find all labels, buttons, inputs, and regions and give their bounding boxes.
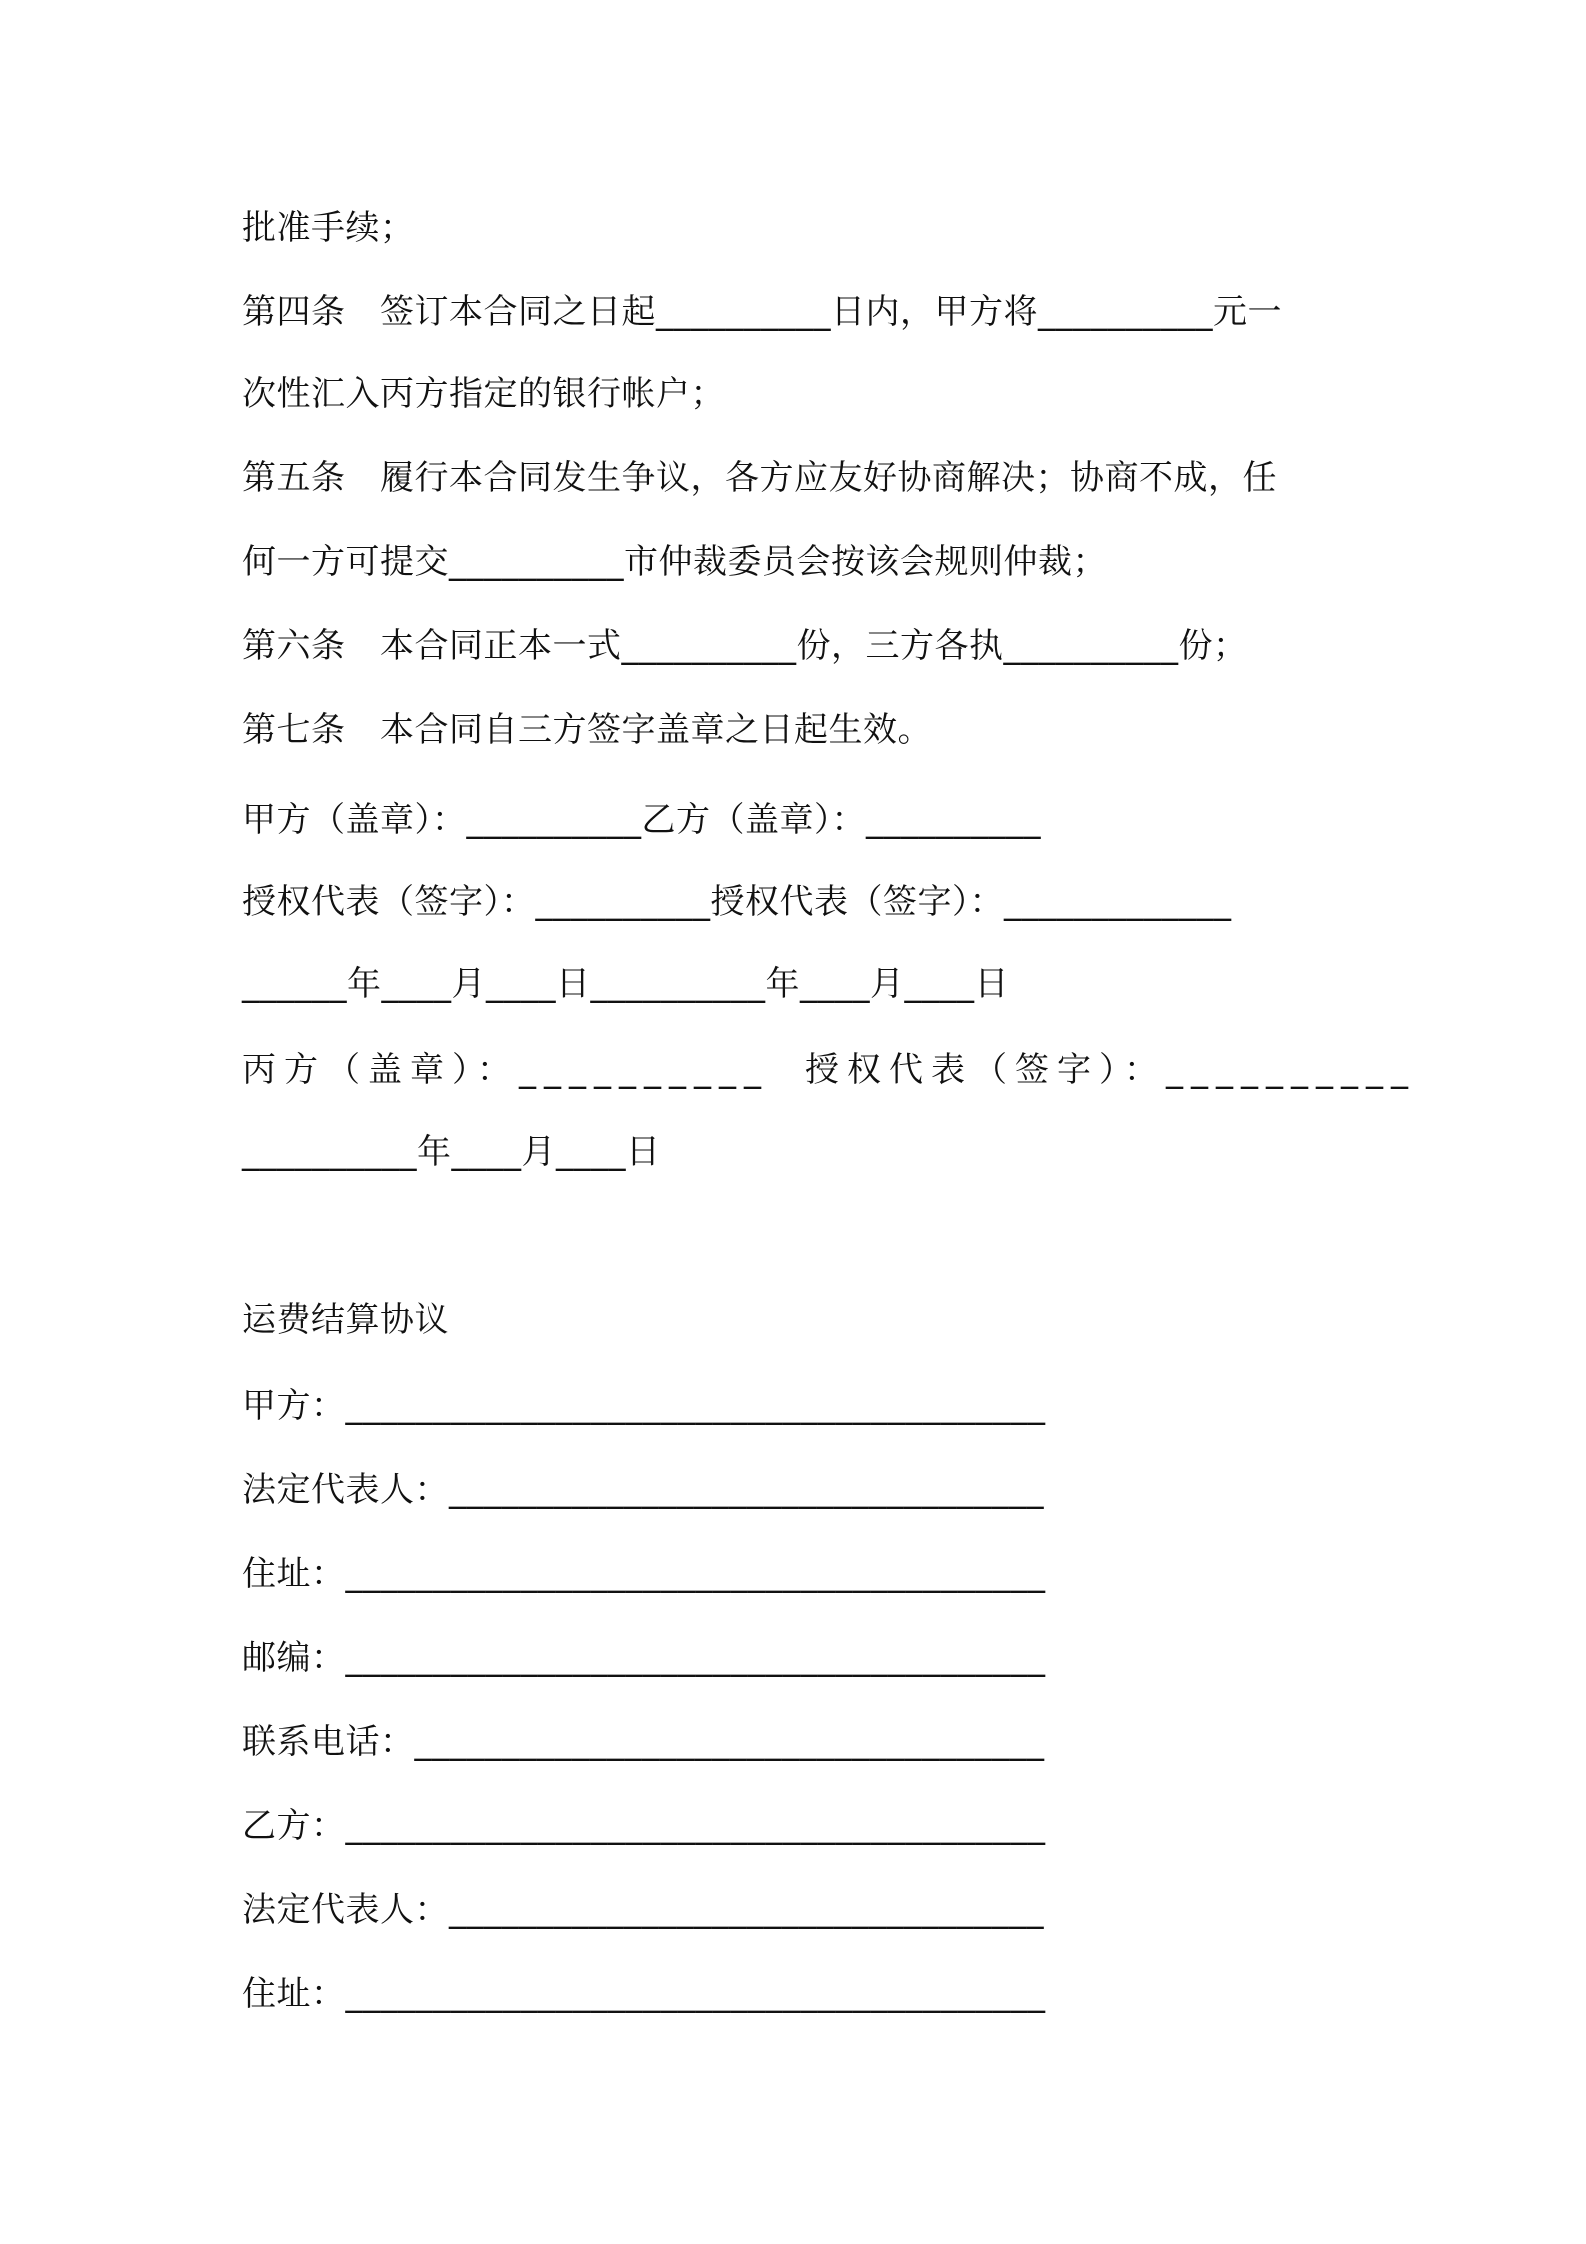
- clause-7: 第七条 本合同自三方签字盖章之日起生效。: [242, 710, 932, 750]
- field-legal-representative-b: 法定代表人：__________________________________: [242, 1890, 1044, 1930]
- clause-continuation: 批准手续；: [242, 208, 415, 248]
- clause-4: 第四条 签订本合同之日起__________日内，甲方将__________元一: [242, 292, 1282, 332]
- signature-representatives: 授权代表（签字）：__________授权代表（签字）：_____________: [242, 882, 1232, 922]
- party-c-representative: 授权代表（签字）：__________: [805, 1050, 1416, 1090]
- field-phone-a: 联系电话：____________________________________: [242, 1722, 1045, 1762]
- field-legal-representative-a: 法定代表人：__________________________________: [242, 1470, 1044, 1510]
- field-address-a: 住址：________________________________________: [242, 1554, 1046, 1594]
- signature-party-a-b: 甲方（盖章）：__________乙方（盖章）：__________: [242, 800, 1041, 840]
- clause-4-continuation: 次性汇入丙方指定的银行帐户；: [242, 374, 725, 414]
- field-party-a: 甲方：________________________________________: [242, 1386, 1046, 1426]
- field-address-b: 住址：________________________________________: [242, 1974, 1046, 2014]
- field-postcode-a: 邮编：________________________________________: [242, 1638, 1046, 1678]
- field-party-b: 乙方：________________________________________: [242, 1806, 1046, 1846]
- party-c-seal: 丙方（盖章）：__________: [242, 1050, 769, 1090]
- signature-dates: ______年____月____日__________年____月____日: [242, 964, 1009, 1004]
- clause-5: 第五条 履行本合同发生争议，各方应友好协商解决；协商不成，任: [242, 458, 1277, 498]
- clause-6: 第六条 本合同正本一式__________份，三方各执__________份；: [242, 626, 1248, 666]
- agreement-title: 运费结算协议: [242, 1300, 449, 1340]
- clause-5-continuation: 何一方可提交__________市仲裁委员会按该会规则仲裁；: [242, 542, 1107, 582]
- signature-party-c-row: [242, 1048, 1416, 1092]
- party-c-date: __________年____月____日: [242, 1132, 661, 1172]
